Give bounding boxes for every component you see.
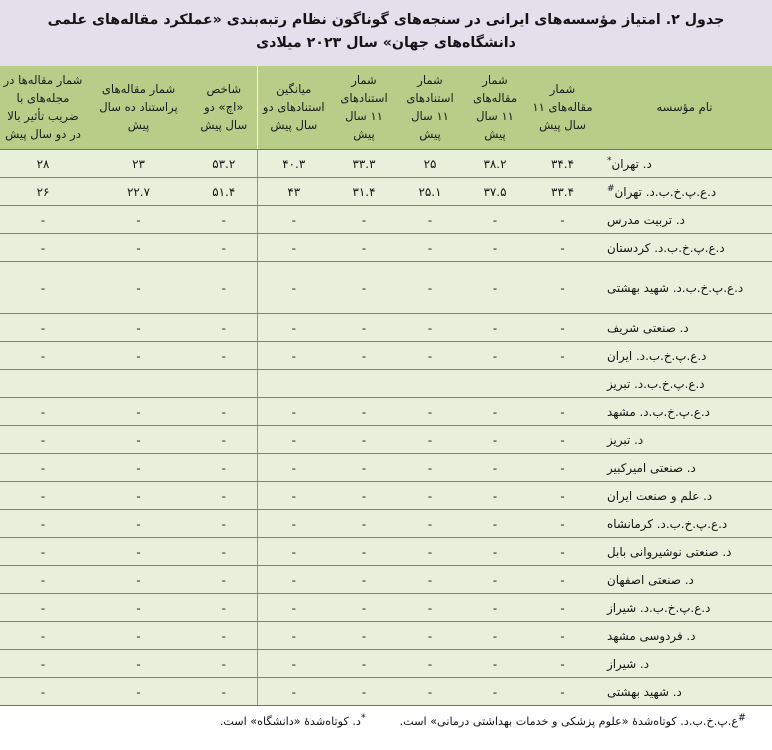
metric-cell: - [0, 234, 86, 262]
institution-name-cell: د. صنعتی شریف [597, 314, 772, 342]
metric-cell: ۲۳ [86, 150, 191, 178]
metric-cell: ۳۱.۴ [330, 178, 398, 206]
metric-cell: - [398, 566, 462, 594]
metric-cell: - [257, 510, 330, 538]
metric-cell: - [462, 234, 528, 262]
metric-cell: - [0, 262, 86, 314]
metric-cell: - [398, 398, 462, 426]
metric-cell: ۲۲.۷ [86, 178, 191, 206]
metric-cell: - [398, 650, 462, 678]
metric-cell: - [462, 538, 528, 566]
institution-name-cell: د.ع.پ.خ.ب.د. شهید بهشتی [597, 262, 772, 314]
metric-cell: - [191, 482, 257, 510]
metric-cell: - [462, 594, 528, 622]
metric-cell: - [528, 650, 597, 678]
table-row [0, 314, 772, 342]
column-header-high-impact-journal-papers: شمار مقاله‌ها در مجله‌های با ضریب تأثیر بالا در دو سال پیش [0, 66, 86, 150]
institution-name-cell: د. فردوسی مشهد [597, 622, 772, 650]
metric-cell: - [330, 678, 398, 706]
metric-cell: - [330, 426, 398, 454]
column-header-average-citations: میانگین استنادهای دو سال پیش [257, 66, 330, 150]
metric-cell: - [86, 262, 191, 314]
metric-cell: - [462, 622, 528, 650]
metric-cell: - [86, 510, 191, 538]
metric-cell: - [398, 342, 462, 370]
metric-cell: - [191, 510, 257, 538]
metric-cell: - [0, 426, 86, 454]
metric-cell: - [191, 398, 257, 426]
metric-cell: - [528, 398, 597, 426]
metric-cell: - [86, 622, 191, 650]
metric-cell: - [257, 594, 330, 622]
metric-cell: ۳۴.۴ [528, 150, 597, 178]
metric-cell: - [191, 454, 257, 482]
institution-name-cell: د.ع.پ.خ.ب.د. ایران [597, 342, 772, 370]
metric-cell: - [86, 594, 191, 622]
metric-cell: - [398, 426, 462, 454]
metric-cell: - [462, 510, 528, 538]
footnote-marker: # [607, 183, 615, 194]
metric-cell: ۲۶ [0, 178, 86, 206]
table-row [0, 594, 772, 622]
institution-name-cell: د. تهران* [597, 150, 772, 178]
column-header-citations-11y: شمار استنادهای ۱۱ سال پیش [398, 66, 462, 150]
metric-cell: - [191, 314, 257, 342]
metric-cell: - [330, 538, 398, 566]
table-header [0, 66, 772, 150]
metric-cell: - [191, 234, 257, 262]
institution-name-cell: د. شیراز [597, 650, 772, 678]
metric-cell: - [257, 566, 330, 594]
table-row [0, 262, 772, 314]
metric-cell: - [528, 622, 597, 650]
metric-cell [398, 370, 462, 398]
metric-cell: - [0, 650, 86, 678]
metric-cell: - [191, 426, 257, 454]
metric-cell: - [528, 538, 597, 566]
metric-cell: - [191, 262, 257, 314]
metric-cell: - [86, 566, 191, 594]
table-row [0, 206, 772, 234]
metric-cell: - [398, 510, 462, 538]
metric-cell: - [528, 594, 597, 622]
page-title: جدول ۲. امتیاز مؤسسه‌های ایرانی در سنجه‌های گوناگون نظام رتبه‌بندی «عملکرد مقاله‌های علمی دانشگاه‌های جهان» سال ۲۰۲۳ میلادی [47, 12, 725, 52]
metric-cell: ۳۳.۳ [330, 150, 398, 178]
metric-cell: - [257, 426, 330, 454]
metric-cell: - [528, 482, 597, 510]
metric-cell: - [0, 538, 86, 566]
metric-cell: - [86, 234, 191, 262]
metric-cell: - [398, 594, 462, 622]
metric-cell: - [0, 454, 86, 482]
metric-cell: - [0, 678, 86, 706]
metric-cell: - [462, 262, 528, 314]
institution-name-cell: د. صنعتی امیرکبیر [597, 454, 772, 482]
metric-cell: - [398, 454, 462, 482]
metric-cell: - [462, 206, 528, 234]
column-header-h-index: شاخص «اچ» دو سال پیش [191, 66, 257, 150]
metric-cell: - [330, 510, 398, 538]
metric-cell: - [86, 678, 191, 706]
metric-cell: - [0, 314, 86, 342]
metric-cell: - [191, 678, 257, 706]
metric-cell: - [330, 234, 398, 262]
table-row [0, 510, 772, 538]
institution-name-cell: د. شهید بهشتی [597, 678, 772, 706]
footnote-star [220, 714, 366, 731]
metric-cell: - [330, 206, 398, 234]
metric-cell [462, 370, 528, 398]
metric-cell: - [86, 342, 191, 370]
header-row [0, 66, 772, 150]
metric-cell: - [398, 314, 462, 342]
institution-name-cell: د. تبریز [597, 426, 772, 454]
metric-cell: - [528, 566, 597, 594]
metric-cell: - [191, 206, 257, 234]
table-row [0, 150, 772, 178]
footnote-hash-symbol: # [738, 712, 746, 724]
table-row [0, 482, 772, 510]
metric-cell: - [86, 650, 191, 678]
metric-cell: ۵۱.۴ [191, 178, 257, 206]
table-row [0, 566, 772, 594]
metric-cell: - [398, 262, 462, 314]
table-row [0, 370, 772, 398]
metric-cell: ۲۸ [0, 150, 86, 178]
footnote-hash [400, 714, 746, 731]
metric-cell: - [86, 314, 191, 342]
metric-cell: - [0, 342, 86, 370]
metric-cell: - [330, 482, 398, 510]
metric-cell: - [257, 678, 330, 706]
metric-cell: - [528, 678, 597, 706]
metric-cell: - [257, 342, 330, 370]
table-row [0, 342, 772, 370]
metric-cell: - [398, 234, 462, 262]
metric-cell: - [191, 538, 257, 566]
metric-cell: - [86, 454, 191, 482]
table-row [0, 678, 772, 706]
metric-cell [257, 370, 330, 398]
metric-cell: - [462, 678, 528, 706]
footnote-star-symbol: * [360, 712, 366, 724]
metric-cell: - [257, 538, 330, 566]
metric-cell: - [330, 566, 398, 594]
table-row [0, 426, 772, 454]
institution-name-cell: د. تربیت مدرس [597, 206, 772, 234]
institution-name-cell: د.ع.پ.خ.ب.د. شیراز [597, 594, 772, 622]
metric-cell: ۲۵.۱ [398, 178, 462, 206]
metric-cell: - [0, 622, 86, 650]
metric-cell: - [398, 678, 462, 706]
institution-name-cell: د.ع.پ.خ.ب.د. کرمانشاه [597, 510, 772, 538]
metric-cell: - [398, 206, 462, 234]
table-row [0, 398, 772, 426]
column-header-institution: نام مؤسسه [597, 66, 772, 150]
metric-cell: - [86, 482, 191, 510]
metric-cell: - [330, 622, 398, 650]
table-row [0, 650, 772, 678]
metric-cell: ۴۰.۳ [257, 150, 330, 178]
metric-cell: - [257, 262, 330, 314]
metric-cell: - [0, 510, 86, 538]
metric-cell: - [191, 622, 257, 650]
column-header-highly-cited-papers: شمار مقاله‌های پراستناد ده سال پیش [86, 66, 191, 150]
metric-cell: ۳۷.۵ [462, 178, 528, 206]
metric-cell: - [86, 206, 191, 234]
institution-name-cell: د. صنعتی نوشیروانی بابل [597, 538, 772, 566]
metric-cell: ۴۳ [257, 178, 330, 206]
metric-cell: - [0, 398, 86, 426]
metric-cell: - [257, 650, 330, 678]
metric-cell: - [330, 594, 398, 622]
footnote-star-text: د. کوتاه‌شدهٔ «دانشگاه» است. [219, 715, 361, 729]
metric-cell: - [191, 650, 257, 678]
metric-cell: - [86, 398, 191, 426]
institution-name-cell: د.ع.پ.خ.ب.د. مشهد [597, 398, 772, 426]
metric-cell: - [462, 482, 528, 510]
metric-cell: - [191, 342, 257, 370]
metric-cell: - [330, 342, 398, 370]
table-row [0, 454, 772, 482]
institution-name-cell: د.ع.پ.خ.ب.د. تبریز [597, 370, 772, 398]
metric-cell: - [398, 538, 462, 566]
metric-cell: - [0, 566, 86, 594]
metric-cell: ۳۳.۴ [528, 178, 597, 206]
metric-cell: - [462, 342, 528, 370]
metric-cell: - [257, 314, 330, 342]
ranking-table [0, 66, 772, 707]
metric-cell: - [528, 454, 597, 482]
metric-cell: - [330, 398, 398, 426]
metric-cell: - [86, 538, 191, 566]
column-header-papers-11y: شمار مقاله‌های ۱۱ سال پیش [528, 66, 597, 150]
metric-cell: - [330, 650, 398, 678]
metric-cell [0, 370, 86, 398]
table-row [0, 622, 772, 650]
footnote-hash-text: ع.پ.خ.ب.د. کوتاه‌شدهٔ «علوم پزشکی و خدمات بهداشتی درمانی» است. [399, 715, 739, 729]
metric-cell: - [528, 426, 597, 454]
table-row [0, 234, 772, 262]
footnote-marker: * [607, 155, 612, 166]
column-header-citations-current: شمار استنادهای ۱۱ سال پیش [330, 66, 398, 150]
institution-name-cell: د. صنعتی اصفهان [597, 566, 772, 594]
metric-cell: - [330, 454, 398, 482]
metric-cell [528, 370, 597, 398]
metric-cell: - [462, 314, 528, 342]
metric-cell: - [462, 650, 528, 678]
metric-cell: - [528, 262, 597, 314]
metric-cell: - [191, 566, 257, 594]
metric-cell: - [398, 482, 462, 510]
metric-cell: - [528, 206, 597, 234]
metric-cell: - [0, 206, 86, 234]
metric-cell: - [462, 426, 528, 454]
institution-name-cell: د.ع.پ.خ.ب.د. کردستان [597, 234, 772, 262]
metric-cell: - [528, 234, 597, 262]
metric-cell: - [462, 454, 528, 482]
metric-cell: - [257, 206, 330, 234]
metric-cell [86, 370, 191, 398]
metric-cell: - [257, 482, 330, 510]
metric-cell: - [86, 426, 191, 454]
metric-cell: ۲۵ [398, 150, 462, 178]
table-row [0, 538, 772, 566]
metric-cell [330, 370, 398, 398]
metric-cell: - [330, 314, 398, 342]
metric-cell: - [257, 398, 330, 426]
figure-title-band [0, 0, 772, 66]
metric-cell [191, 370, 257, 398]
metric-cell: - [257, 234, 330, 262]
metric-cell: - [191, 594, 257, 622]
metric-cell: - [0, 482, 86, 510]
metric-cell: ۵۳.۲ [191, 150, 257, 178]
metric-cell: - [528, 342, 597, 370]
table-row [0, 178, 772, 206]
metric-cell: - [462, 566, 528, 594]
metric-cell: - [330, 262, 398, 314]
footnotes [0, 706, 772, 731]
metric-cell: - [257, 454, 330, 482]
metric-cell: - [462, 398, 528, 426]
metric-cell: - [0, 594, 86, 622]
metric-cell: - [528, 314, 597, 342]
table-body [0, 150, 772, 706]
column-header-papers-current: شمار مقاله‌های ۱۱ سال پیش [462, 66, 528, 150]
institution-name-cell: د. علم و صنعت ایران [597, 482, 772, 510]
metric-cell: - [257, 622, 330, 650]
metric-cell: ۳۸.۲ [462, 150, 528, 178]
institution-name-cell: د.ع.پ.خ.ب.د. تهران# [597, 178, 772, 206]
metric-cell: - [398, 622, 462, 650]
metric-cell: - [528, 510, 597, 538]
